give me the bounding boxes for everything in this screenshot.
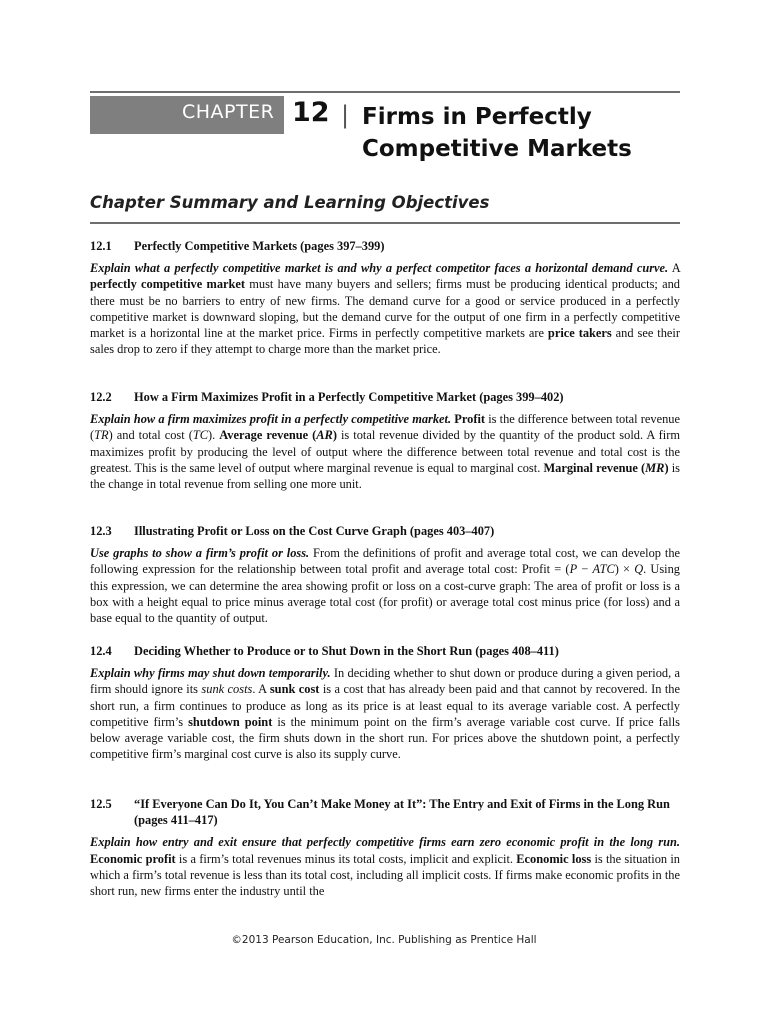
key-term: perfectly competitive market — [90, 277, 246, 292]
chapter-number: 12 — [292, 97, 330, 128]
key-term: price takers — [547, 326, 612, 341]
body-text: is the situation in which a firm’s total revenue is less than its total cost, including all implicit costs. If firms make economic profits in the short run, new firms enter the industry until the — [90, 851, 681, 899]
body-text: ) × — [614, 562, 635, 577]
key-term: shutdown point — [188, 714, 273, 729]
section-number: 12.2 — [90, 390, 112, 404]
section-body — [90, 545, 680, 626]
section-heading — [90, 238, 680, 254]
learning-objective-text: Explain how a firm maximizes profit in a perfectly competitive market. — [90, 412, 452, 427]
learning-objective-text: Use graphs to show a firm’s profit or loss. — [90, 546, 310, 561]
body-text: ATC — [592, 562, 615, 577]
key-term: Economic profit — [90, 851, 176, 866]
chapter-title: Firms in Perfectly Competitive Markets — [362, 104, 632, 162]
body-text: ). — [207, 428, 220, 443]
body-text: . Using this expression, we can determine the area showing profit or loss on a cost-curve graph: The area of profit or loss is a box with a height equal to price minus average total cost (for profit) or average total cost minus price (for loss) and a base equal to the quantity of output. — [90, 562, 681, 626]
body-text: and see their sales drop to zero if they attempt to charge more than the market price. — [90, 326, 680, 357]
body-text: is the change in total revenue from selling one more unit. — [90, 460, 680, 492]
section-heading — [90, 523, 680, 539]
section-12-3 — [90, 523, 680, 626]
section-heading — [90, 796, 680, 828]
key-term: ) — [664, 460, 669, 475]
learning-objective-text: Explain what a perfectly competitive market is and why a perfect competitor faces a horizontal demand curve. — [90, 261, 669, 276]
key-term: Profit — [454, 412, 486, 427]
body-text: − — [577, 562, 593, 577]
learning-objective-text: MR — [645, 460, 665, 475]
body-text: must have many buyers and sellers; firms must be producing identical products; and there must be no barriers to entry of new firms. The demand curve for a good or service produced in a perfectly competitive market is downward sloping, but the demand curve for the output of one firm in a perfectly competitive market is a horizontal line at the market price. Firms in perfectly competitive markets are — [90, 277, 681, 341]
section-heading — [90, 389, 680, 405]
copyright-footer: ©2013 Pearson Education, Inc. Publishing as Prentice Hall — [231, 934, 537, 946]
summary-heading: Chapter Summary and Learning Objectives — [90, 193, 490, 212]
body-text: is total revenue divided by the quantity of the product sold. A firm maximizes profit by producing the level of output where the difference between total revenue and total cost is the greatest. This is the same level of output where marginal revenue is equal to marginal cost. — [90, 428, 681, 475]
key-term: Economic loss — [516, 851, 592, 866]
section-12-1 — [90, 238, 680, 357]
section-body — [90, 260, 680, 357]
learning-objective-text: AR — [316, 428, 333, 443]
body-text: From the definitions of profit and average total cost, we can develop the following expression for the relationship between total profit and average total cost: Profit = ( — [90, 546, 681, 577]
section-body — [90, 411, 680, 492]
section-12-5 — [90, 796, 680, 899]
learning-objective-text: Explain how entry and exit ensure that perfectly competitive firms earn zero economic profit in the long run. — [90, 835, 680, 850]
key-term: sunk cost — [269, 682, 320, 697]
body-text: Q — [634, 562, 644, 577]
key-term: Average revenue ( — [219, 428, 317, 443]
body-text: is a cost that has already been paid and that cannot by recovered. In the short run, a firm continues to produce as long as its price is at least equal to its average variable cost. A perfectly competitive firm’s — [90, 682, 680, 729]
section-body — [90, 834, 680, 899]
body-text: P — [569, 562, 578, 577]
section-number: 12.4 — [90, 644, 112, 658]
top-rule — [90, 91, 680, 93]
key-term: Marginal revenue ( — [543, 460, 646, 475]
section-title: Perfectly Competitive Markets (pages 397–399) — [134, 239, 385, 253]
body-text: TR — [94, 428, 109, 443]
section-title: Illustrating Profit or Loss on the Cost Curve Graph (pages 403–407) — [134, 524, 495, 538]
chapter-separator: | — [341, 101, 350, 129]
key-term: ) — [332, 428, 337, 443]
body-text: ) and total cost ( — [108, 428, 193, 443]
body-text: A — [668, 261, 680, 276]
section-title: “If Everyone Can Do It, You Can’t Make Money at It”: The Entry and Exit of Firms in the Long Run (pages 411–417) — [134, 797, 670, 828]
body-text: sunk costs — [201, 682, 253, 697]
section-number: 12.5 — [90, 797, 112, 811]
body-text: . A — [252, 682, 270, 697]
learning-objective-text: Explain why firms may shut down temporarily. — [90, 666, 331, 681]
chapter-label: CHAPTER — [182, 101, 275, 123]
section-title: Deciding Whether to Produce or to Shut Down in the Short Run (pages 408–411) — [134, 644, 559, 658]
body-text: In deciding whether to shut down or produce during a given period, a firm should ignore its — [90, 666, 680, 697]
section-heading — [90, 643, 680, 659]
section-number: 12.1 — [90, 239, 112, 253]
body-text: is the difference between total revenue ( — [90, 412, 680, 443]
section-number: 12.3 — [90, 524, 112, 538]
heading-rule — [90, 222, 680, 224]
section-body — [90, 665, 680, 762]
body-text: is a firm’s total revenues minus its total costs, implicit and explicit. — [175, 851, 517, 866]
section-12-4 — [90, 643, 680, 762]
body-text: is the minimum point on the firm’s average variable cost curve. If price falls below average variable cost, the firm shuts down in the short run. For prices above the shutdown point, a perfectly competitive firm’s marginal cost curve is also its supply curve. — [90, 714, 680, 762]
section-12-2 — [90, 389, 680, 492]
body-text: TC — [192, 428, 208, 443]
section-title: How a Firm Maximizes Profit in a Perfectly Competitive Market (pages 399–402) — [134, 390, 564, 404]
